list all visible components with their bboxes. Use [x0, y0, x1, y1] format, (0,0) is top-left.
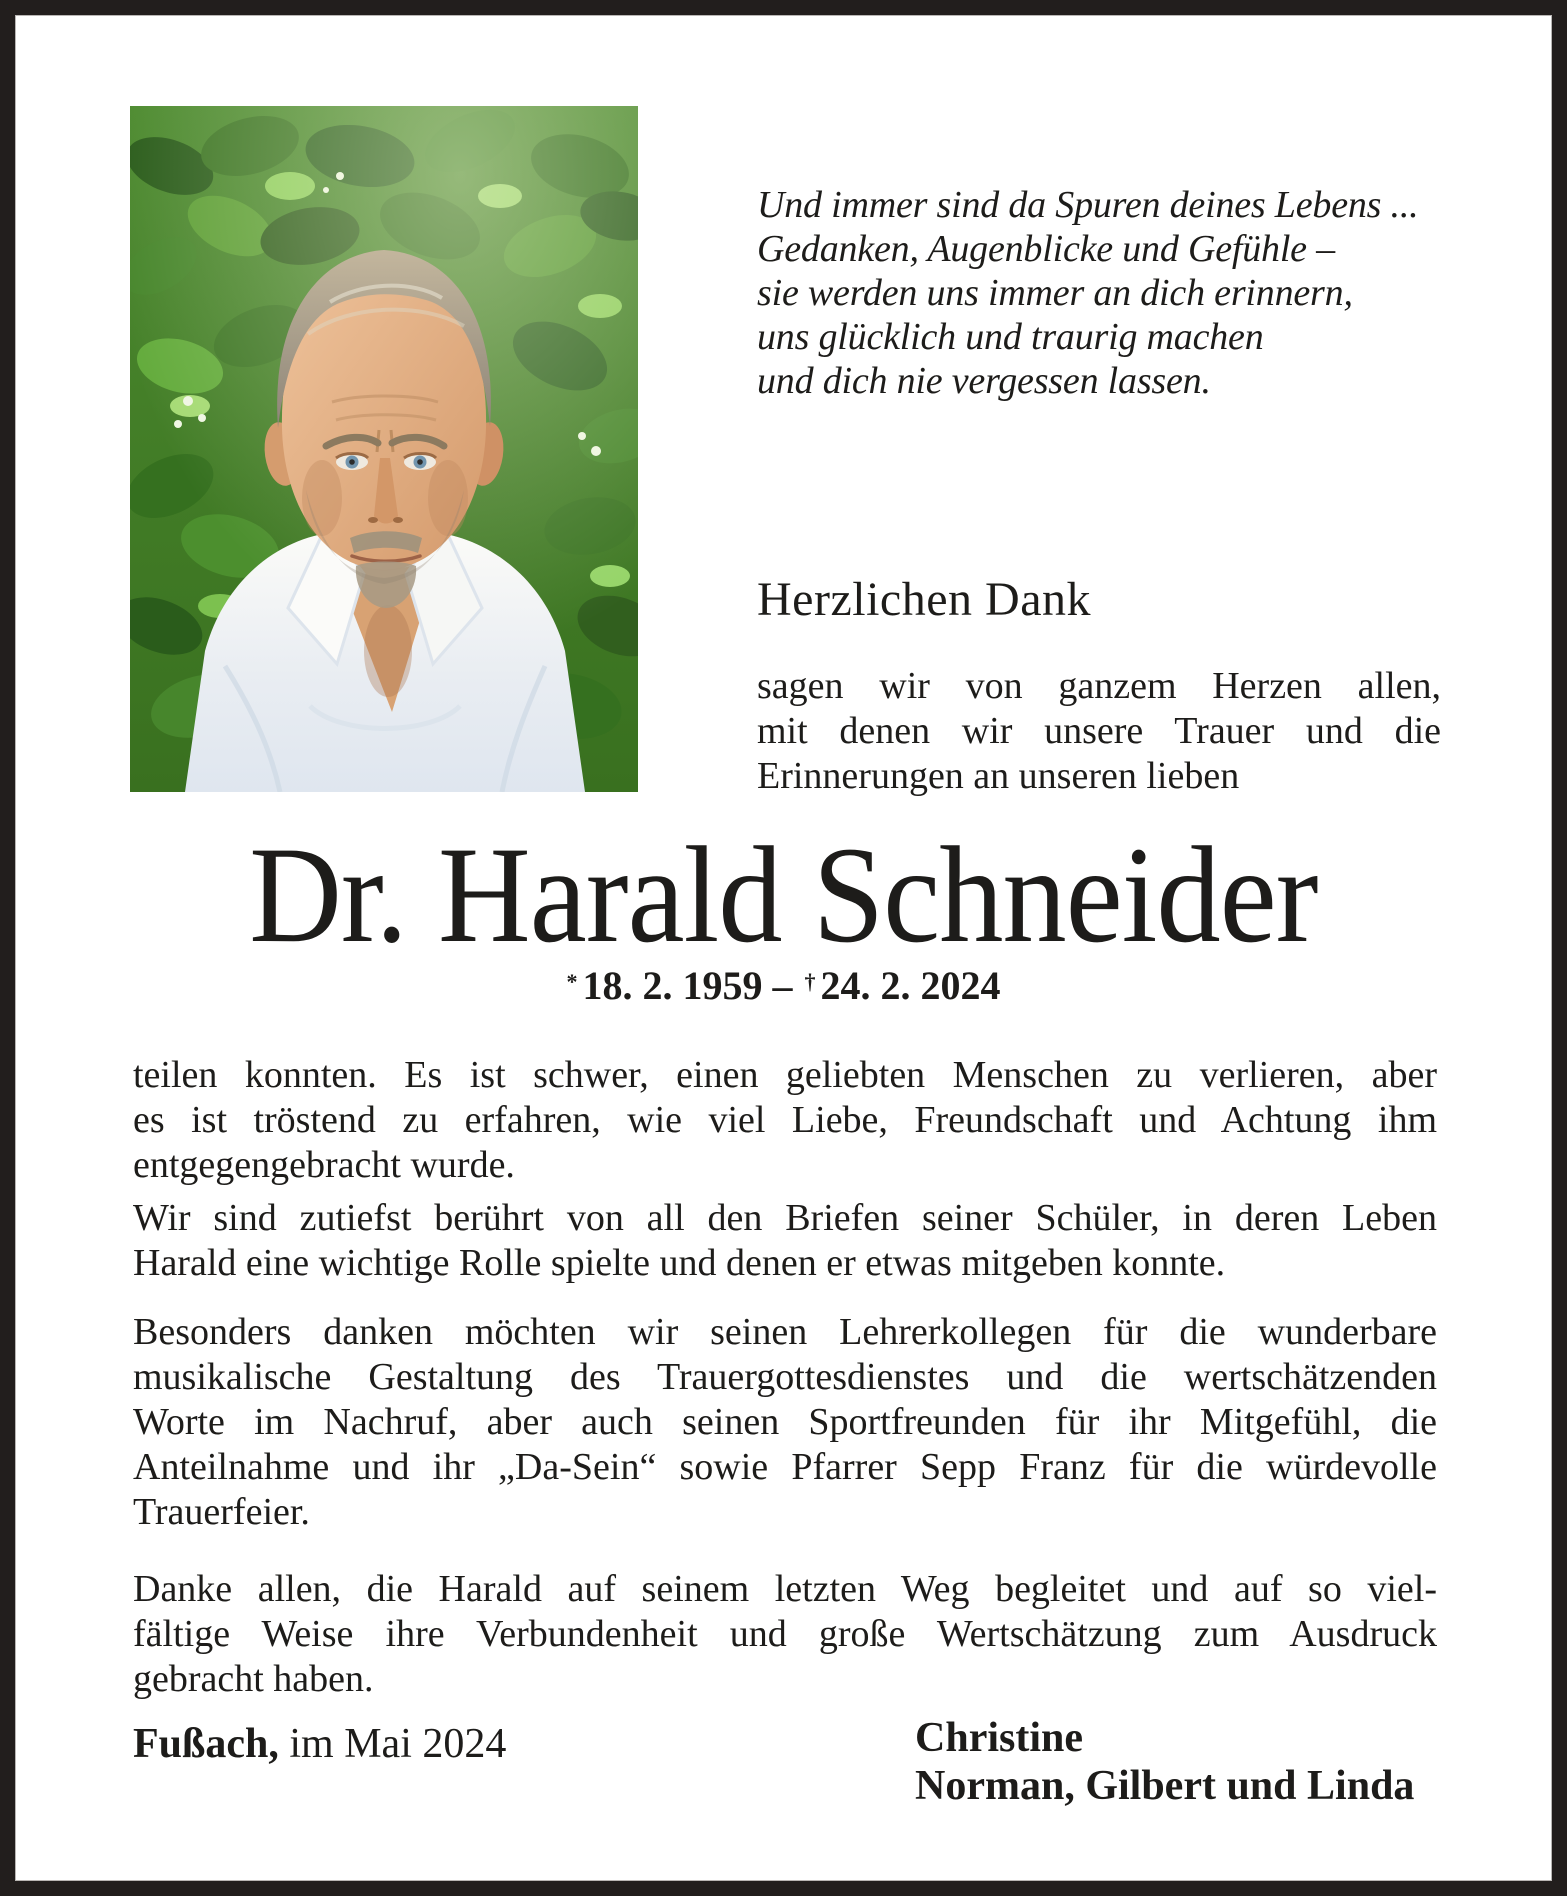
portrait-photo: [130, 106, 638, 792]
text-segment: Norman, Gilbert: [915, 1763, 1216, 1809]
body-line: teilen konnten. Es ist schwer, einen geliebten Menschen zu verlieren, aber: [133, 1054, 1437, 1096]
death-symbol: †: [804, 969, 816, 995]
thanks-heading: Herzlichen Dank: [757, 573, 1092, 626]
body-line: Anteilnahme und ihr „Da-Sein“ sowie Pfarrer Sepp Franz für die würdevolle: [133, 1446, 1437, 1488]
life-dates: [15, 962, 1552, 1009]
body-paragraph-2: [133, 1196, 1437, 1286]
poem-line: Und immer sind da Spuren deines Lebens ...: [757, 184, 1419, 226]
body-paragraph-3: [133, 1310, 1437, 1535]
body-paragraph-1: [133, 1053, 1437, 1188]
body-line: Danke allen, die Harald auf seinem letzten Weg begleitet und auf so viel-: [133, 1568, 1437, 1610]
eye-right: [404, 454, 436, 471]
poem-line: sie werden uns immer an dich erinnern,: [757, 272, 1353, 314]
signatures: [915, 1714, 1414, 1810]
text-segment: Linda: [1307, 1763, 1415, 1809]
text-segment: und: [1215, 1763, 1308, 1809]
signature-line-2: [915, 1762, 1414, 1810]
body-line: Besonders danken möchten wir seinen Lehrerkollegen für die wunderbare: [133, 1311, 1437, 1353]
intro-line: sagen wir von ganzem Herzen allen,: [757, 665, 1441, 707]
poem-line: und dich nie vergessen lassen.: [757, 360, 1211, 402]
poem-line: Gedanken, Augenblicke und Gefühle –: [757, 228, 1335, 270]
body-paragraph-4: [133, 1567, 1437, 1702]
text-segment: im Mai 2024: [278, 1721, 507, 1767]
text-segment: Fußach,: [133, 1721, 279, 1767]
thanks-intro: [757, 664, 1441, 799]
intro-line: Erinnerungen an unseren lieben: [757, 755, 1240, 797]
signature-line-1: [915, 1714, 1414, 1762]
body-line: entgegengebracht wurde.: [133, 1144, 515, 1186]
dates-separator: –: [772, 963, 793, 1008]
death-date: 24. 2. 2024: [820, 963, 1001, 1008]
deceased-name: Dr. Harald Schneider: [249, 818, 1318, 971]
body-line: fältige Weise ihre Verbundenheit und große Wertschätzung zum Ausdruck: [133, 1613, 1437, 1655]
body-line: musikalische Gestaltung des Trauergottesdienstes und die wertschätzenden: [133, 1356, 1437, 1398]
body-line: Trauerfeier.: [133, 1491, 310, 1533]
poem-line: uns glücklich und traurig machen: [757, 316, 1264, 358]
body-line: es ist tröstend zu erfahren, wie viel Liebe, Freundschaft und Achtung ihm: [133, 1099, 1437, 1141]
deceased-name-row: [15, 818, 1552, 971]
intro-line: mit denen wir unsere Trauer und die: [757, 710, 1441, 752]
text-segment: Christine: [915, 1715, 1083, 1761]
body-line: Harald eine wichtige Rolle spielte und denen er etwas mitgeben konnte.: [133, 1242, 1226, 1284]
birth-symbol: *: [566, 969, 578, 995]
body-line: gebracht haben.: [133, 1658, 374, 1700]
body-line: Worte im Nachruf, aber auch seinen Sportfreunden für ihr Mitgefühl, die: [133, 1401, 1437, 1443]
memorial-poem: [757, 183, 1457, 403]
eye-left: [336, 454, 368, 471]
portrait-photo-art: [130, 106, 638, 792]
place-and-date: [133, 1720, 506, 1768]
birth-date: 18. 2. 1959: [582, 963, 763, 1008]
body-line: Wir sind zutiefst berührt von all den Briefen seiner Schüler, in deren Leben: [133, 1197, 1437, 1239]
